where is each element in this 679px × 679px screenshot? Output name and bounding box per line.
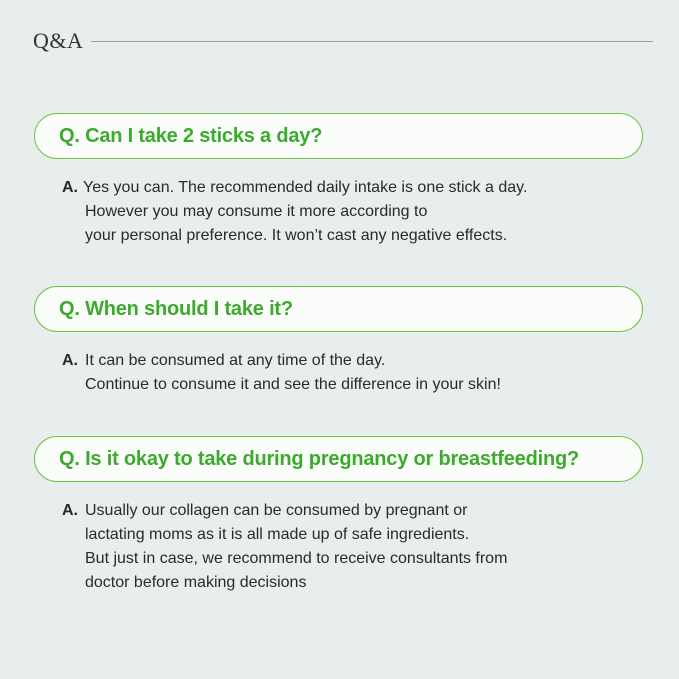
answer-line: However you may consume it more according to: [85, 203, 428, 220]
faq-question-2: [34, 286, 643, 332]
question-text-3: Q. Is it okay to take during pregnancy or breastfeeding?: [59, 448, 580, 470]
faq-question-3: [34, 436, 643, 482]
answer-line: Continue to consume it and see the difference in your skin!: [85, 376, 501, 393]
answer-line: But just in case, we recommend to receive consultants from: [85, 550, 508, 567]
faq-answer-2: [62, 349, 642, 397]
question-text-2: Q. When should I take it?: [59, 298, 293, 320]
answer-line: Usually our collagen can be consumed by pregnant or: [85, 502, 468, 519]
header-divider: [91, 41, 653, 42]
answer-prefix-1: A.: [62, 179, 78, 196]
answer-prefix-3: A.: [62, 502, 78, 519]
answer-line: your personal preference. It won’t cast any negative effects.: [85, 227, 508, 244]
page-title: Q&A: [33, 28, 84, 53]
answer-line: Yes you can. The recommended daily intake is one stick a day.: [83, 179, 528, 196]
faq-answer-3: [62, 499, 642, 595]
faq-answer-1: [62, 176, 642, 248]
qa-header: [33, 26, 653, 56]
answer-line: It can be consumed at any time of the day.: [85, 352, 386, 369]
faq-question-1: [34, 113, 643, 159]
question-text-1: Q. Can I take 2 sticks a day?: [59, 125, 323, 147]
answer-line: doctor before making decisions: [85, 574, 307, 591]
answer-line: lactating moms as it is all made up of safe ingredients.: [85, 526, 470, 543]
answer-prefix-2: A.: [62, 352, 78, 369]
